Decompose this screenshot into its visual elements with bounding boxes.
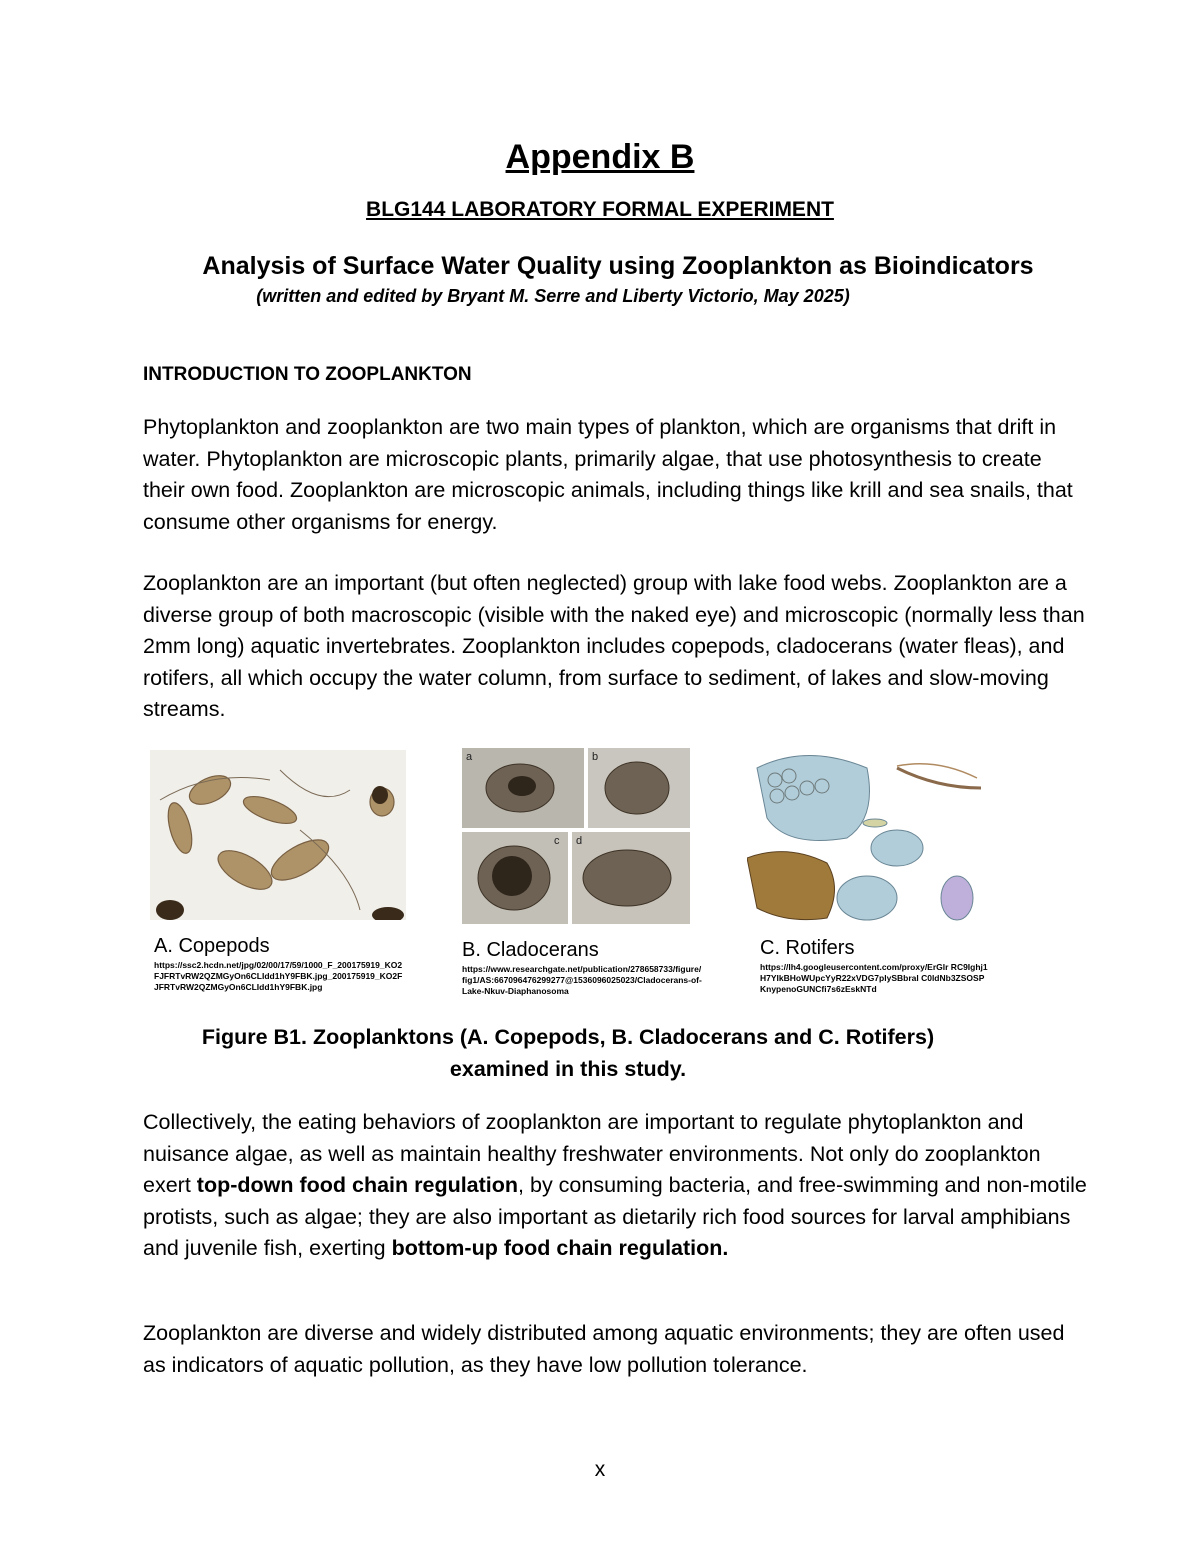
figure-c-source-url: https://lh4.googleusercontent.com/proxy/ErGlr RC9Ighj1H7YIkBHoWUpcYyR22xVDG7plySBbral C0ldNb3ZSOSPKnypenoGUNCfi7s6zEskNTd [760, 962, 988, 994]
cladocerans-image [462, 748, 690, 924]
panel-label-d: d [576, 835, 583, 847]
panel-label-c: c [554, 835, 560, 847]
figure-a-label: A. Copepods [154, 935, 270, 957]
paragraph-3-bold-1: top-down food chain regulation [196, 1173, 519, 1197]
document-heading: Analysis of Surface Water Quality using Zooplankton as Bioindicators [202, 252, 1034, 280]
paragraph-4: Zooplankton are diverse and widely distributed among aquatic environments; they are often used as indicators of aquatic pollution, as they have low pollution tolerance. [143, 1321, 1065, 1377]
paragraph-2: Zooplankton are an important (but often neglected) group with lake food webs. Zooplankton are a diverse group of both macroscopic (visible with the naked eye) and microscopic (normally less than 2mm long) aquatic invertebrates. Zooplankton includes copepods, cladocerans (water fleas), and rotifers, all which occupy the water column, from surface to sediment, of lakes and slow-moving streams. [143, 571, 1085, 721]
paragraph-3-part-2: , by consuming bacteria, and free-swimming and non-motile protists, such as algae; they are also important as dietarily rich food sources for larval amphibians and juvenile fish, exerting [143, 1173, 1087, 1260]
figure-a-source-url: https://ssc2.hcdn.net/jpg/02/00/17/59/1000_F_200175919_KO2FJFRTvRW2QZMGyOn6CLIdd1hY9FBK.jpg_200175919_KO2FJFRTvRW2QZMGyOn6CLIdd1hY9FBK.jpg [154, 960, 403, 992]
figure-b-caption [462, 938, 702, 997]
figure-b-label: B. Cladocerans [462, 939, 599, 961]
figure-caption-line-2: examined in this study. [449, 1056, 687, 1081]
course-title: BLG144 LABORATORY FORMAL EXPERIMENT [366, 198, 834, 221]
figure-c-caption [760, 936, 990, 995]
byline: (written and edited by Bryant M. Serre and Liberty Victorio, May 2025) [256, 286, 850, 306]
figure-c-label: C. Rotifers [760, 937, 855, 959]
figure-b-source-url: https://www.researchgate.net/publication/278658733/figure/fig1/AS:667096476299277@1536096025023/Cladocerans-of-Lake-Nkuv-Diaphanosoma [462, 964, 702, 996]
rotifers-image [747, 748, 983, 926]
figure-caption [0, 1022, 1136, 1085]
paragraph-1: Phytoplankton and zooplankton are two main types of plankton, which are organisms that drift in water. Phytoplankton are microscopic plants, primarily algae, that use photosynthesis to create their own food. Zooplankton are microscopic animals, including things like krill and sea snails, that consume other organisms for energy. [143, 415, 1073, 534]
paragraph-3-part-1: Collectively, the eating behaviors of zooplankton are important to regulate phytoplankton and nuisance algae, as well as maintain healthy freshwater environments. Not only do zooplankton exert [143, 1110, 1041, 1197]
page-title: Appendix B [505, 138, 695, 176]
panel-label-b: b [592, 751, 599, 763]
figure-caption-line-1: Figure B1. Zooplanktons (A. Copepods, B. Cladocerans and C. Rotifers) [201, 1025, 935, 1049]
section-heading: INTRODUCTION TO ZOOPLANKTON [143, 364, 472, 385]
paragraph-3 [143, 1107, 1088, 1265]
figure-a-caption [154, 934, 406, 993]
page-number: x [594, 1458, 606, 1481]
paragraph-3-bold-2: bottom-up food chain regulation. [391, 1236, 729, 1260]
copepods-image [150, 750, 406, 920]
panel-label-a: a [466, 751, 473, 763]
